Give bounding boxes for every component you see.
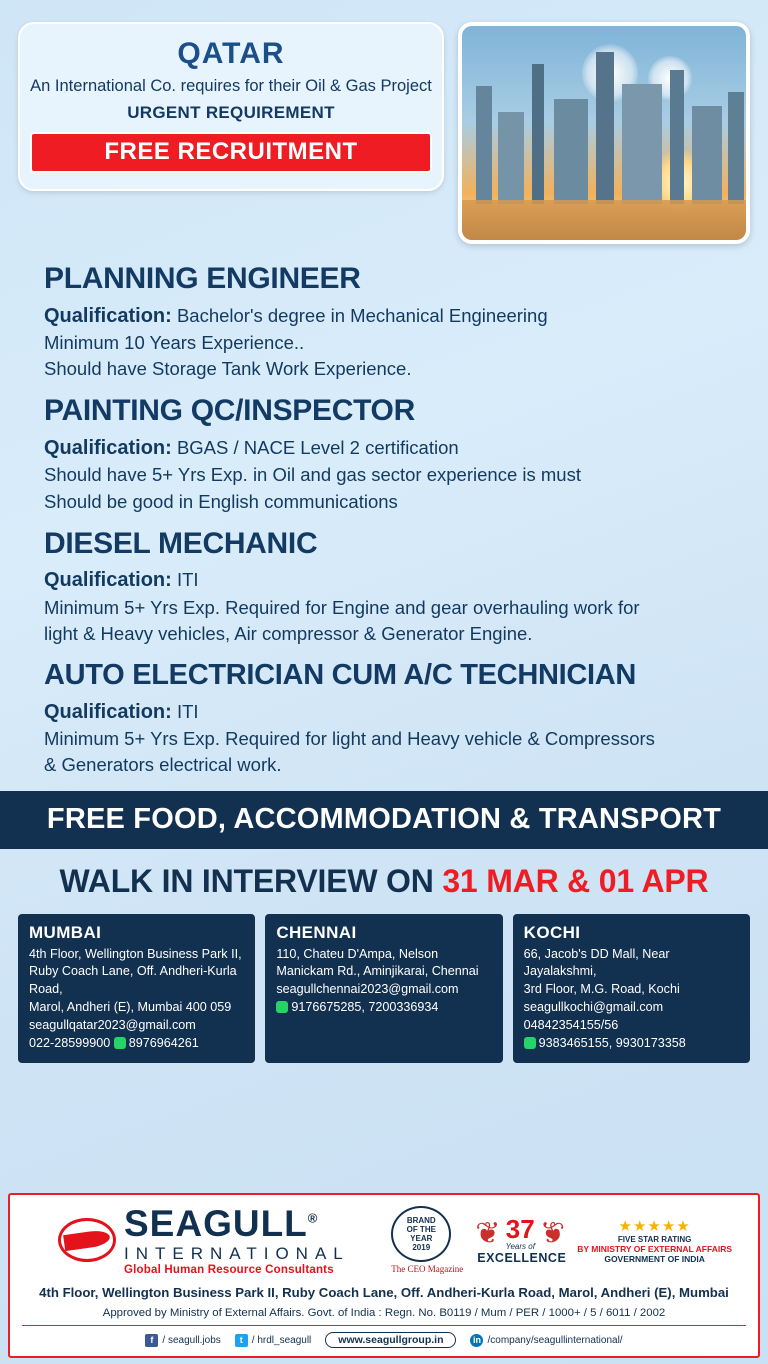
- job-title: PLANNING ENGINEER: [44, 262, 361, 295]
- job-qualification: [44, 698, 742, 726]
- qualification-value: BGAS / NACE Level 2 certification: [176, 436, 459, 458]
- walkin-dates: 31 MAR & 01 APR: [442, 862, 709, 899]
- five-star-line2: BY MINISTRY OF EXTERNAL AFFAIRS: [577, 1243, 732, 1254]
- whatsapp-icon: [114, 1037, 126, 1049]
- job-qualification: [44, 566, 742, 594]
- five-star-line1: FIVE STAR RATING: [617, 1234, 692, 1244]
- whatsapp-icon: [524, 1037, 536, 1049]
- benefits-banner: FREE FOOD, ACCOMMODATION & TRANSPORT: [0, 791, 768, 849]
- contact-phones[interactable]: [276, 999, 492, 1017]
- qualification-value: ITI: [176, 569, 199, 591]
- walkin-interview-line: [0, 849, 768, 910]
- job-title: AUTO ELECTRICIAN CUM A/C TECHNICIAN: [44, 659, 637, 692]
- linkedin-link[interactable]: [470, 1334, 622, 1347]
- qualification-label: Qualification:: [44, 569, 172, 592]
- job-item: [44, 394, 742, 514]
- header: [0, 0, 768, 244]
- contact-city: MUMBAI: [29, 922, 102, 942]
- free-recruitment-badge: FREE RECRUITMENT: [30, 132, 432, 173]
- facebook-handle[interactable]: / seagull.jobs: [162, 1334, 221, 1346]
- years-number: 37: [505, 1213, 535, 1244]
- job-detail-line: Minimum 5+ Yrs Exp. Required for Engine and gear overhauling work for: [44, 596, 640, 618]
- qualification-value: ITI: [176, 700, 199, 722]
- footer-top-row: [22, 1202, 746, 1277]
- website-link[interactable]: www.seagullgroup.in: [325, 1332, 456, 1348]
- job-detail-line: & Generators electrical work.: [44, 754, 282, 776]
- refinery-tower: [532, 64, 544, 204]
- contact-address-line: Ruby Coach Lane, Off. Andheri-Kurla Road,: [29, 964, 237, 997]
- twitter-link[interactable]: [235, 1334, 311, 1347]
- refinery-tower: [554, 99, 588, 204]
- logo-text-block: [124, 1202, 350, 1277]
- years-sub: Years of: [505, 1241, 535, 1251]
- footer-address: 4th Floor, Wellington Business Park II, Ruby Coach Lane, Off. Andheri-Kurla Road, Marol, Andheri (E), Mumbai: [39, 1285, 729, 1300]
- job-item: [44, 262, 742, 382]
- job-detail-line: Minimum 5+ Yrs Exp. Required for light and Heavy vehicle & Compressors: [44, 728, 655, 749]
- logo-tagline: Global Human Resource Consultants: [124, 1263, 334, 1276]
- brand-badge-circle: [391, 1206, 451, 1262]
- laurel-right-icon: ❦: [540, 1216, 566, 1250]
- job-title: DIESEL MECHANIC: [44, 526, 318, 560]
- badge-brand-of-the-year: [391, 1206, 463, 1274]
- twitter-handle[interactable]: / hrdl_seagull: [251, 1334, 312, 1346]
- five-star-line3: GOVERNMENT OF INDIA: [604, 1253, 705, 1264]
- logo-name: [124, 1202, 350, 1244]
- job-item: [44, 527, 742, 647]
- footer-social-row: [22, 1332, 746, 1348]
- refinery-tower: [728, 92, 744, 204]
- logo-subtitle: INTERNATIONAL: [124, 1243, 350, 1263]
- contact-city: CHENNAI: [276, 922, 357, 942]
- brand-badge-line3: YEAR: [410, 1234, 433, 1244]
- header-info-box: [18, 22, 444, 191]
- contact-card-mumbai: [18, 914, 255, 1063]
- qualification-value: Bachelor's degree in Mechanical Engineering: [176, 304, 548, 326]
- contact-email[interactable]: seagullchennai2023@gmail.com: [276, 982, 459, 997]
- contact-address-line: 4th Floor, Wellington Business Park II,: [29, 946, 242, 961]
- footer-approval-text: Approved by Ministry of External Affairs. Govt. of India : Regn. No. B0119 / Mum / PER / 1000+ / 5 / 6011 / 2002: [22, 1307, 746, 1326]
- footer: [8, 1193, 760, 1359]
- contact-email[interactable]: seagullkochi@gmail.com 04842354155/56: [523, 1000, 664, 1033]
- contact-cards: [0, 910, 768, 1077]
- ground: [462, 200, 746, 240]
- logo-name-text: SEAGULL: [124, 1202, 308, 1244]
- refinery-tower: [596, 52, 614, 204]
- seagull-bird-icon: [58, 1218, 116, 1262]
- contact-address-line: 110, Chateu D'Ampa, Nelson: [276, 946, 439, 961]
- contact-card-chennai: [265, 914, 502, 1063]
- seagull-logo: [22, 1202, 350, 1277]
- whatsapp-icon: [276, 1001, 288, 1013]
- contact-phone-whatsapp[interactable]: 9176675285, 7200336934: [291, 1000, 439, 1015]
- stars-icon: ★★★★★: [618, 1217, 691, 1235]
- qualification-label: Qualification:: [44, 700, 172, 723]
- walkin-prefix: WALK IN INTERVIEW ON: [59, 862, 443, 899]
- contact-email[interactable]: seagullqatar2023@gmail.com: [29, 1018, 196, 1033]
- brand-badge-line2: OF THE: [406, 1225, 436, 1235]
- contact-card-kochi: [513, 914, 750, 1063]
- contact-phones[interactable]: [524, 1035, 740, 1053]
- job-qualification: [44, 302, 742, 330]
- header-urgent: URGENT REQUIREMENT: [127, 103, 335, 123]
- refinery-tower: [670, 70, 684, 204]
- contact-phones[interactable]: [29, 1035, 245, 1053]
- brand-badge-line1: BRAND: [406, 1215, 436, 1225]
- qualification-label: Qualification:: [44, 304, 172, 327]
- job-title: PAINTING QC/INSPECTOR: [44, 394, 415, 428]
- contact-address-line: Manickam Rd., Aminjikarai, Chennai: [276, 964, 479, 979]
- excellence-word: EXCELLENCE: [477, 1250, 567, 1265]
- refinery-tower: [692, 106, 722, 204]
- badge-five-star-rating: [577, 1217, 732, 1264]
- twitter-icon: t: [235, 1334, 248, 1347]
- job-detail-line: Should be good in English communications: [44, 490, 398, 512]
- linkedin-icon: in: [470, 1334, 483, 1347]
- brand-badge-caption: The CEO Magazine: [391, 1264, 464, 1275]
- badge-37-years-excellence: [475, 1213, 567, 1265]
- job-detail-line: Minimum 10 Years Experience..: [44, 331, 305, 353]
- linkedin-handle[interactable]: /company/seagullinternational/: [487, 1334, 623, 1346]
- contact-phone-whatsapp[interactable]: 8976964261: [128, 1035, 199, 1050]
- facebook-icon: f: [145, 1334, 158, 1347]
- contact-phone-landline[interactable]: 022-28599900: [29, 1035, 111, 1050]
- refinery-tower: [476, 86, 492, 204]
- laurel-left-icon: ❦: [475, 1216, 501, 1250]
- award-badges: [391, 1206, 746, 1274]
- qualification-label: Qualification:: [44, 436, 172, 459]
- contact-city: KOCHI: [523, 922, 581, 942]
- contact-address-line: Marol, Andheri (E), Mumbai 400 059: [29, 1000, 232, 1015]
- job-qualification: [44, 434, 742, 462]
- refinery-tower: [498, 112, 524, 204]
- job-item: [44, 659, 742, 778]
- facebook-link[interactable]: [145, 1334, 220, 1347]
- contact-phone-whatsapp[interactable]: 9383465155, 9930173358: [538, 1035, 686, 1050]
- contact-address-line: 66, Jacob's DD Mall, Near Jayalakshmi,: [523, 946, 670, 979]
- contact-address-line: 3rd Floor, M.G. Road, Kochi: [523, 982, 680, 997]
- brand-badge-year: 2019: [412, 1243, 431, 1253]
- job-list: [0, 244, 768, 779]
- job-detail-line: Should have Storage Tank Work Experience.: [44, 358, 412, 380]
- header-country: QATAR: [177, 37, 285, 70]
- job-detail-line: light & Heavy vehicles, Air compressor & Generator Engine.: [44, 623, 533, 644]
- header-intro: An International Co. requires for their Oil & Gas Project: [30, 76, 432, 95]
- refinery-photo: [458, 22, 750, 244]
- job-detail-line: Should have 5+ Yrs Exp. in Oil and gas sector experience is must: [44, 464, 581, 486]
- registered-icon: ®: [307, 1210, 319, 1226]
- refinery-tower: [622, 84, 662, 204]
